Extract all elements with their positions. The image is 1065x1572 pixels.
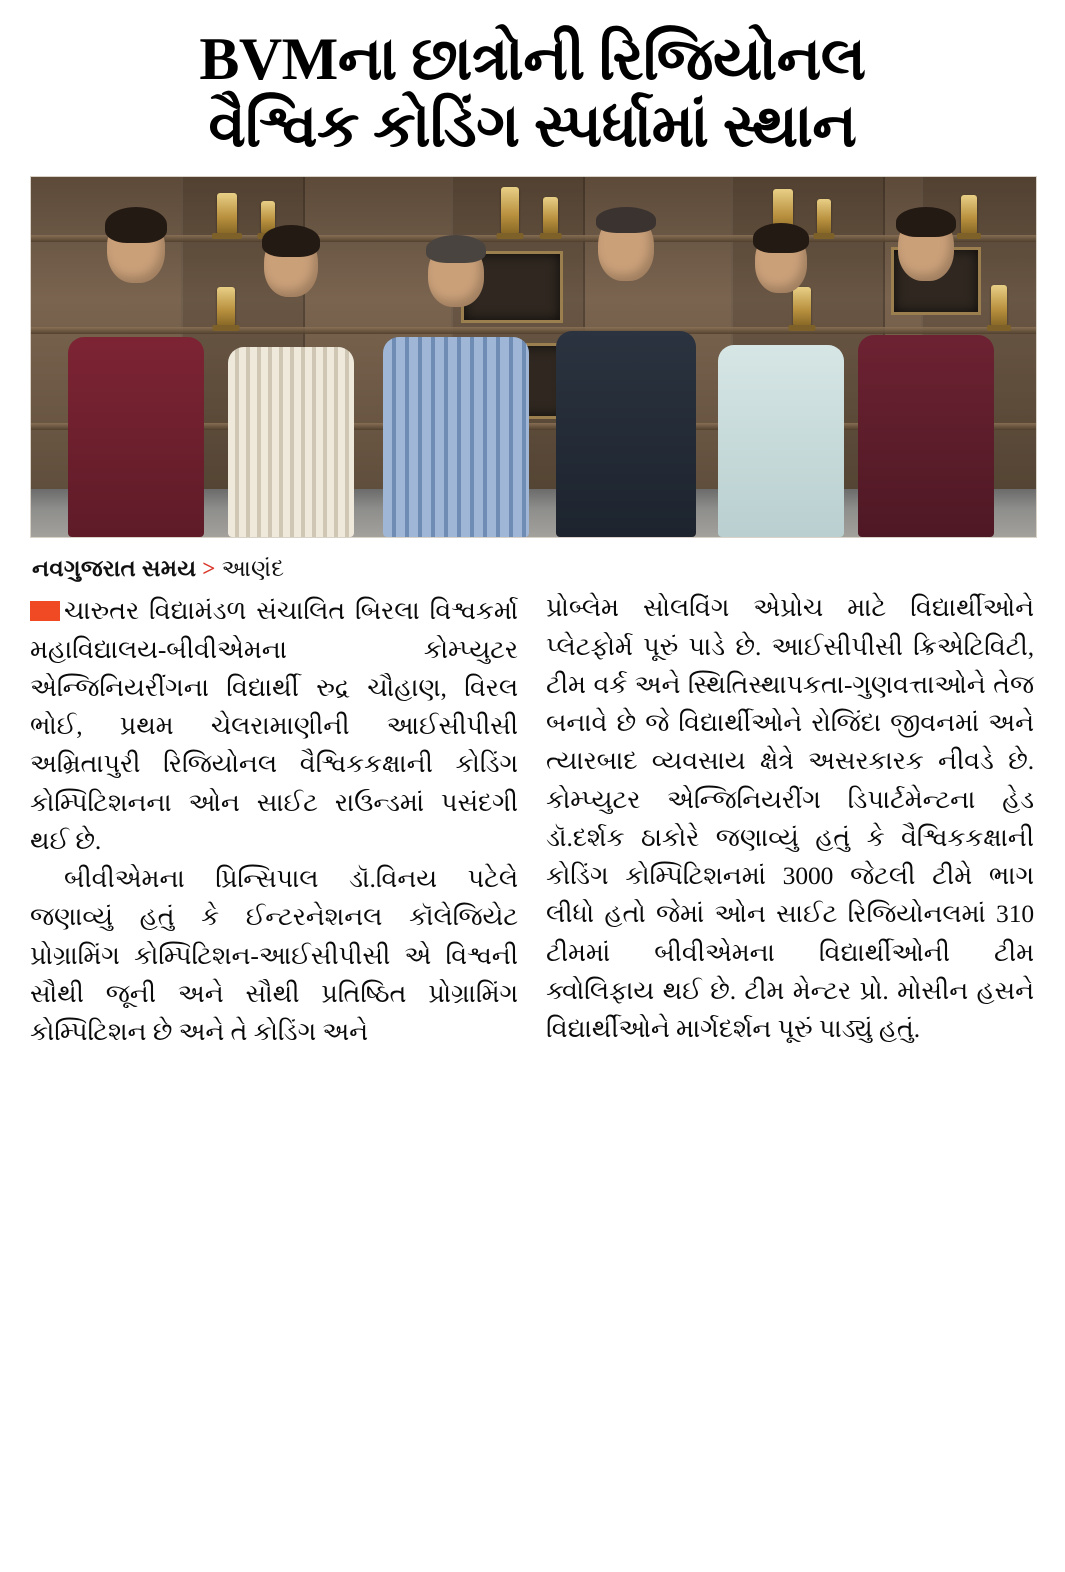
paragraph <box>30 592 518 860</box>
paragraph-text: ચારુતર વિદ્યામંડળ સંચાલિત બિરલા વિશ્વકર્મા મહાવિદ્યાલય-બીવીએમના કોમ્પ્યુટર એન્જિનિયરીંગના વિદ્યાર્થી રુદ્ર ચૌહાણ, વિરલ ભોઈ, પ્રથમ ચેલરામાણીની આઈસીપીસી અમ્રિતાપુરી રિજિયોનલ વૈશ્વિકકક્ષાની કોડિંગ કોમ્પિટિશનના ઓન સાઈટ રાઉન્ડમાં પસંદગી થઈ છે. <box>30 596 518 855</box>
byline-separator: > <box>202 556 216 582</box>
dropcap-marker <box>30 601 60 621</box>
person-3 <box>376 219 536 537</box>
photo-background <box>31 177 1036 537</box>
byline <box>32 556 1035 582</box>
person-4 <box>551 205 701 537</box>
byline-place: આણંદ <box>221 556 285 582</box>
byline-publication: નવગુજરાત સમય <box>32 556 197 582</box>
article-columns <box>30 592 1035 1051</box>
person-1 <box>61 207 211 537</box>
article-column-left <box>30 592 518 1051</box>
article-photo <box>30 176 1037 538</box>
person-2 <box>221 215 361 537</box>
article-column-right <box>546 589 1034 1048</box>
person-6 <box>851 207 1001 537</box>
headline-line-1: BVMના છાત્રોની રિજિયોનલ <box>199 26 866 92</box>
paragraph: બીવીએમના પ્રિન્સિપાલ ડૉ.વિનય પટેલે જણાવ્યું હતું કે ઈન્ટરનેશનલ કૉલેજિયેટ પ્રોગ્રામિંગ કોમ્પિટિશન-આઈસીપીસી એ વિશ્વની સૌથી જૂની અને સૌથી પ્રતિષ્ઠિત પ્રોગ્રામિંગ કોમ્પિટિશન છે અને તે કોડિંગ અને <box>30 864 518 1047</box>
paragraph: પ્રોબ્લેમ સોલવિંગ એપ્રોચ માટે વિદ્યાર્થીઓને પ્લેટફોર્મ પૂરું પાડે છે. આઈસીપીસી ક્રિએટિવિટી, ટીમ વર્ક અને સ્થિતિસ્થાપકતા-ગુણવત્તાઓને તેજ બનાવે છે જે વિદ્યાર્થીઓને રોજિંદા જીવનમાં અને ત્યારબાદ વ્યવસાય ક્ષેત્રે અસરકારક નીવડે છે. કોમ્પ્યુટર એન્જિનિયરીંગ ડિપાર્ટમેન્ટના હેડ ડૉ.દર્શક ઠાકોરે જણાવ્યું હતું કે વૈશ્વિકકક્ષાની કોડિંગ કોમ્પિટિશનમાં 3000 જેટલી ટીમે ભાગ લીધો હતો જેમાં ઓન સાઈટ રિજિયોનલમાં 310 ટીમમાં બીવીએમના વિદ્યાર્થીઓની ટીમ ક્વોલિફાય થઈ છે. ટીમ મેન્ટર પ્રો. મોસીન હસને વિદ્યાર્થીઓને માર્ગદર્શન પૂરું પાડ્યું હતું. <box>546 593 1034 1044</box>
page-title <box>30 26 1035 160</box>
headline-line-2: વૈશ્વિક કોડિંગ સ્પર્ધામાં સ્થાન <box>208 93 857 160</box>
person-5 <box>711 215 851 537</box>
